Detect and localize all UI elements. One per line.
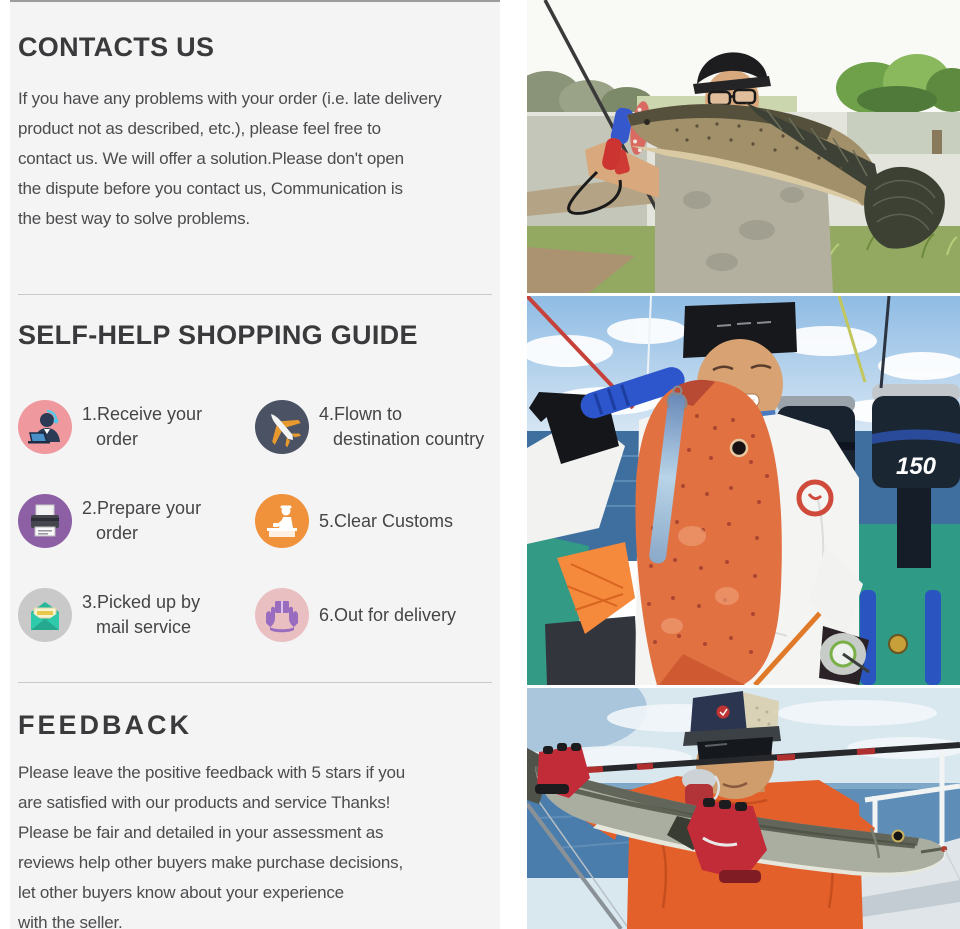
feedback-line: with the seller. (18, 913, 123, 929)
section-divider (18, 294, 492, 295)
feedback-line: Please leave the positive feedback with 5 stars if you (18, 763, 406, 782)
contacts-line: product not as described, etc.), please feel free to (18, 119, 381, 138)
feedback-line: reviews help other buyers make purchase decisions, (18, 853, 403, 872)
feedback-line: Please be fair and detailed in your assessment as (18, 823, 384, 842)
contacts-line: the dispute before you contact us, Communication is (18, 179, 403, 198)
motor-power-label: 150 (895, 453, 937, 480)
feedback-line: let other buyers know about your experience (18, 883, 344, 902)
guide-step-label: 3.Picked up by mail service (82, 592, 201, 637)
photo-snakehead-catch (527, 0, 960, 293)
envelope-icon (18, 588, 72, 642)
contacts-line: contact us. We will offer a solution.Please don't open (18, 149, 404, 168)
guide-step-label: 6.Out for delivery (319, 604, 457, 625)
snakehead-photo-art (527, 0, 960, 293)
contacts-line: If you have any problems with your order (i.e. late delivery (18, 89, 442, 108)
airplane-icon (255, 400, 309, 454)
feedback-title: FEEDBACK (18, 710, 193, 740)
cobia-photo-art (527, 688, 960, 929)
guide-step-label: 2.Prepare your order (82, 498, 202, 543)
guide-step (18, 380, 255, 474)
guide-step (255, 474, 496, 568)
printer-icon (18, 494, 72, 548)
guide-step (18, 474, 255, 568)
guide-step-label: 1.Receive your order (82, 404, 203, 449)
customer-service-icon (18, 400, 72, 454)
contacts-title: CONTACTS US (18, 32, 215, 62)
guide-step (255, 380, 496, 474)
guide-step-label: 5.Clear Customs (319, 510, 454, 531)
photo-cobia-catch (527, 688, 960, 929)
guide-step-label: 4.Flown to destination country (319, 404, 485, 449)
feedback-line: are satisfied with our products and service Thanks! (18, 793, 391, 812)
section-divider (18, 682, 492, 683)
feedback-paragraph (18, 758, 494, 929)
contacts-paragraph (18, 84, 494, 234)
contacts-line: the best way to solve problems. (18, 209, 250, 228)
photo-grouper-catch (527, 296, 960, 685)
hands-box-icon (255, 588, 309, 642)
shopping-guide-steps (18, 380, 496, 662)
info-panel (10, 0, 500, 929)
guide-step (255, 568, 496, 662)
customs-icon (255, 494, 309, 548)
guide-title: SELF-HELP SHOPPING GUIDE (18, 320, 418, 350)
grouper-photo-art (527, 296, 960, 685)
guide-step (18, 568, 255, 662)
